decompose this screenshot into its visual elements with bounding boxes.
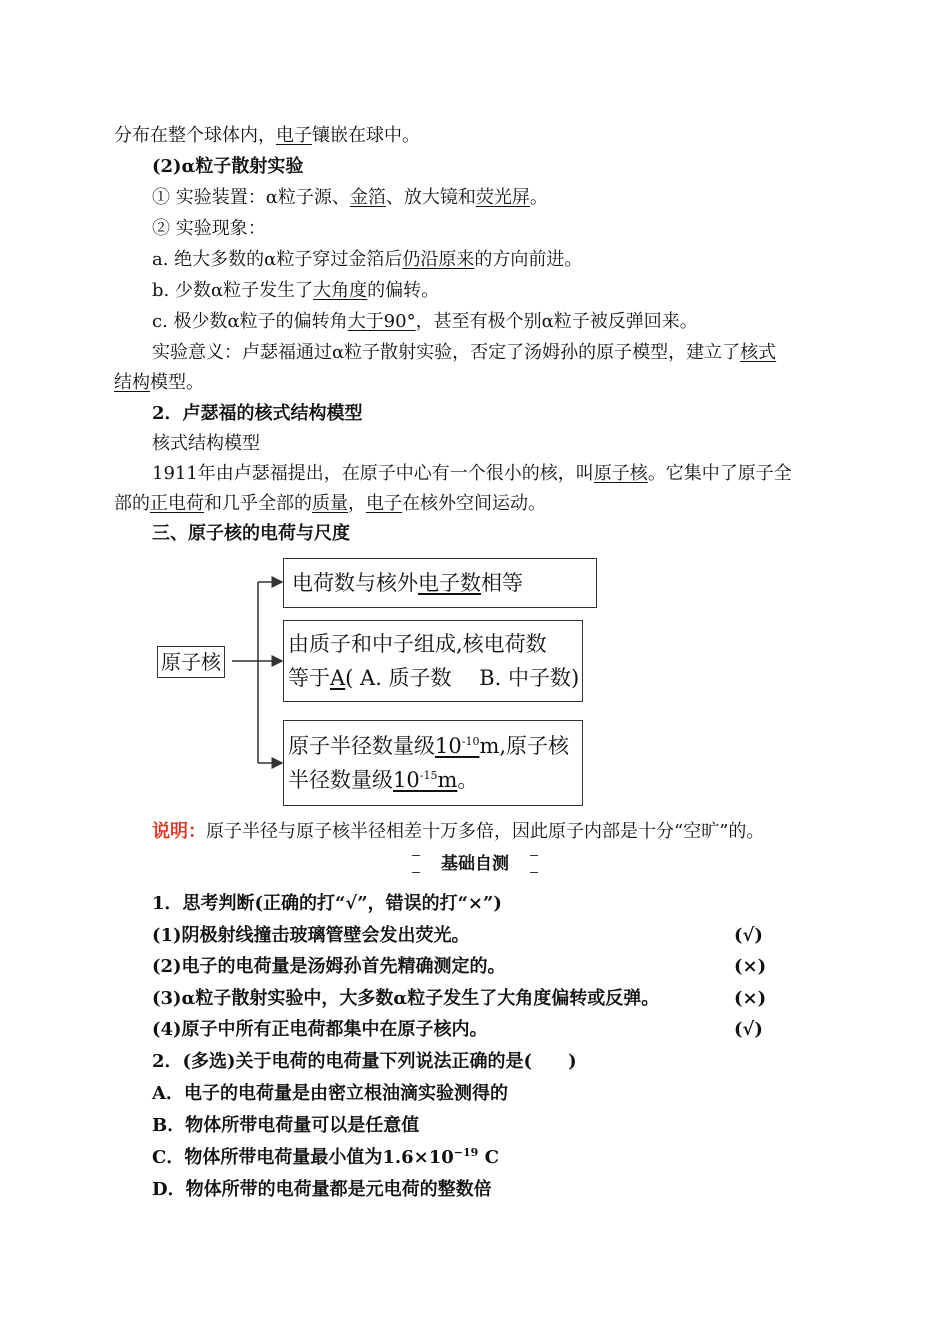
judgment-mark: (×) — [734, 988, 767, 1009]
note-line: 说明：原子半径与原子核半径相差十万多倍，因此原子内部是十分“空旷”的。 — [152, 821, 765, 842]
judgment-mark: (×) — [734, 956, 767, 977]
banner-rule-right — [530, 855, 538, 873]
option-d: D．物体所带的电荷量都是元电荷的整数倍 — [152, 1179, 492, 1200]
judgment-item: (2)电子的电荷量是汤姆孙首先精确测定的。 — [152, 956, 506, 977]
section-heading: 三、原子核的电荷与尺度 — [152, 523, 350, 544]
answer-blank: 结构 — [114, 372, 150, 393]
answer-blank: 电子 — [276, 125, 312, 146]
judgment-item: (3)α粒子散射实验中，大多数α粒子发生了大角度偏转或反弹。 — [152, 988, 660, 1009]
judgment-item: (1)阴极射线撞击玻璃管壁会发出荧光。 — [152, 925, 470, 946]
answer-blank: 原子核 — [593, 463, 648, 484]
judgment-item: (4)原子中所有正电荷都集中在原子核内。 — [152, 1019, 488, 1040]
text-line: ① 实验装置：α粒子源、金箔、放大镜和荧光屏。 — [152, 187, 548, 208]
question-title: 2．(多选)关于电荷的电荷量下列说法正确的是( ) — [152, 1051, 577, 1072]
text-line: 分布在整个球体内，电子镶嵌在球中。 — [114, 125, 420, 146]
composition-box: 由质子和中子组成,核电荷数 等于A( A. 质子数 B. 中子数) — [283, 620, 583, 702]
text-line: 部的正电荷和几乎全部的质量，电子在核外空间运动。 — [114, 493, 546, 514]
option-b: B．物体所带电荷量可以是任意值 — [152, 1115, 420, 1136]
answer-blank: 质量 — [312, 493, 348, 514]
question-title: 1．思考判断(正确的打“√”，错误的打“×”) — [152, 893, 502, 914]
option-c: C．物体所带电荷量最小值为$1.6\times 10^{-19}$ C — [152, 1146, 499, 1168]
note-label: 说明： — [152, 821, 206, 842]
charge-number-box: 电荷数与核外电子数相等 — [283, 558, 597, 608]
text-line: 实验意义：卢瑟福通过α粒子散射实验，否定了汤姆孙的原子模型，建立了核式 — [152, 342, 777, 363]
text-line: 1911年由卢瑟福提出，在原子中心有一个很小的核，叫原子核。它集中了原子全 — [152, 463, 792, 484]
section-heading: 2．卢瑟福的核式结构模型 — [152, 403, 363, 424]
answer-blank: $10^{-10}$ — [435, 734, 480, 758]
banner-rule-left — [412, 855, 420, 873]
answer-blank: $10^{-15}m$ — [393, 768, 458, 792]
answer-blank: 正电荷 — [150, 493, 204, 514]
answer-blank: 金箔 — [349, 187, 386, 208]
radius-box: 原子半径数量级$10^{-10}m$,原子核 半径数量级$10^{-15}m$。 — [283, 720, 583, 806]
answer-blank: 荧光屏 — [475, 187, 530, 208]
judgment-mark: (√) — [734, 1019, 763, 1040]
answer-blank: 电子 — [366, 493, 402, 514]
text-line: a. 绝大多数的α粒子穿过金箔后仍沿原来的方向前进。 — [152, 249, 583, 270]
text-line: c. 极少数α粒子的偏转角大于90°，甚至有极个别α粒子被反弹回来。 — [152, 311, 698, 332]
answer-blank: A — [330, 666, 346, 690]
nucleus-root-box: 原子核 — [157, 646, 225, 678]
text-line: 结构模型。 — [114, 372, 204, 393]
subheading: (2)α粒子散射实验 — [152, 156, 304, 177]
answer-blank: 电子数 — [418, 571, 481, 595]
text-line: 核式结构模型 — [152, 433, 260, 454]
option-a: A．电子的电荷量是由密立根油滴实验测得的 — [152, 1083, 508, 1104]
answer-blank: 大于90° — [347, 311, 416, 332]
answer-blank: 仍沿原来 — [402, 249, 475, 270]
answer-blank: 核式 — [740, 342, 777, 363]
text-line: ② 实验现象： — [152, 218, 266, 239]
answer-blank: 大角度 — [313, 280, 368, 301]
text-line: b. 少数α粒子发生了大角度的偏转。 — [152, 280, 440, 301]
section-banner: 基础自测 — [412, 851, 538, 877]
judgment-mark: (√) — [734, 925, 763, 946]
